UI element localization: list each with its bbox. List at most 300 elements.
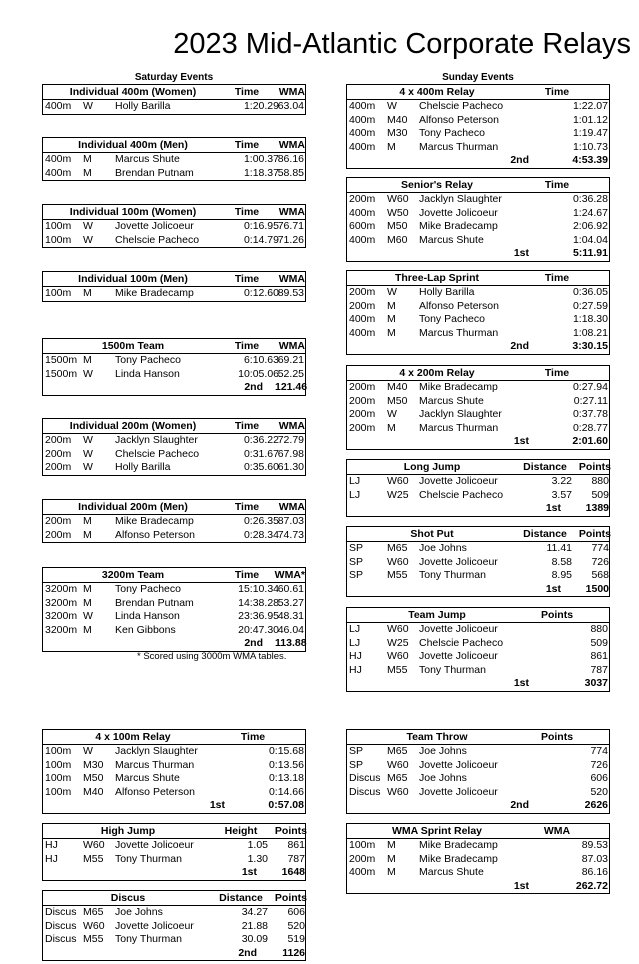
athlete-name: Alfonso Peterson <box>419 113 499 126</box>
event-name: Individual 200m (Women) <box>69 420 197 432</box>
event-distance: HJ <box>45 839 58 851</box>
column-header: Time <box>234 501 260 513</box>
event-distance: 200m <box>45 461 72 473</box>
total-value: 2626 <box>584 799 608 811</box>
athlete-name: Jovette Jolicoeur <box>419 206 498 219</box>
event-distance: 3200m <box>45 623 78 636</box>
table-row <box>43 624 305 638</box>
event-distance: 200m <box>349 394 376 407</box>
placement: 1st <box>545 502 561 514</box>
event-hj-table <box>42 823 306 881</box>
score-value: 787 <box>287 852 305 865</box>
athlete-name: Marcus Thurman <box>419 421 499 434</box>
table-row <box>43 461 305 475</box>
result-value: 0:36.22 <box>243 434 279 446</box>
score-value: 86.16 <box>277 153 304 165</box>
table-row <box>347 127 609 141</box>
result-value: 0:14.79 <box>243 233 279 246</box>
result-value: 1:10.73 <box>572 140 608 153</box>
result-value: 0:12.60 <box>243 287 279 299</box>
column-header: Distance <box>219 892 263 904</box>
score-value: 48.31 <box>277 610 304 622</box>
note-3000m-wma: * Scored using 3000m WMA tables. <box>137 651 287 662</box>
total-row <box>347 435 609 449</box>
event-distance: 100m <box>45 220 72 232</box>
table-row <box>347 408 609 422</box>
score-value: 63.04 <box>277 100 304 112</box>
table-row <box>43 234 305 248</box>
event-name: Individual 400m (Men) <box>78 139 188 151</box>
age-group: W <box>83 367 93 380</box>
total-value: 1648 <box>281 866 305 878</box>
result-value: 0:28.34 <box>243 528 279 541</box>
age-group: W <box>83 461 93 473</box>
score-value: 568 <box>591 569 609 581</box>
result-value: 23:36.95 <box>238 610 279 622</box>
score-value: 72.79 <box>277 434 304 446</box>
table-row <box>43 786 305 800</box>
age-group: M <box>83 623 92 636</box>
column-header: WMA <box>278 420 305 432</box>
event-distance: HJ <box>349 663 362 676</box>
column-header: Time <box>234 340 260 352</box>
age-group: M <box>83 354 92 366</box>
athlete-name: Tony Pacheco <box>419 313 485 325</box>
event-name: Long Jump <box>403 461 461 473</box>
total-value: 3037 <box>584 677 608 689</box>
event-distance: 400m <box>349 113 376 126</box>
athlete-name: Tony Thurman <box>115 933 182 945</box>
total-value: 1500 <box>585 582 609 595</box>
age-group: W <box>83 447 93 460</box>
table-row <box>347 786 609 800</box>
table-row <box>43 610 305 624</box>
table-row <box>347 623 609 637</box>
total-value: 3:30.15 <box>572 340 608 352</box>
column-header: Height <box>224 825 258 837</box>
age-group: W <box>387 286 397 298</box>
event-distance: Discus <box>349 772 381 784</box>
age-group: M <box>387 866 396 878</box>
column-header: WMA <box>278 501 305 513</box>
event-teamthrow-table <box>346 729 610 814</box>
placement: 1st <box>513 879 529 892</box>
age-group: W <box>387 100 397 112</box>
result-value: 89.53 <box>581 839 608 851</box>
age-group: M <box>387 839 396 851</box>
column-header: Time <box>234 273 260 285</box>
event-distance: 100m <box>45 785 72 798</box>
score-value: 520 <box>287 919 305 932</box>
placement: 2nd <box>510 340 529 352</box>
column-header: Distance <box>523 528 567 540</box>
table-row <box>43 448 305 462</box>
athlete-name: Joe Johns <box>419 745 467 757</box>
age-group: W60 <box>387 555 409 568</box>
score-value: 880 <box>591 475 609 487</box>
column-header: Time <box>240 731 266 743</box>
sunday-heading: Sunday Events <box>442 72 514 83</box>
athlete-name: Jovette Jolicoeur <box>419 555 498 568</box>
age-group: M30 <box>387 127 408 139</box>
event-r4x400-table <box>346 84 610 169</box>
event-distance: 400m <box>349 127 376 139</box>
result-value: 10:05.06 <box>238 367 279 380</box>
age-group: M65 <box>387 542 408 554</box>
table-row <box>347 381 609 395</box>
event-name: Discus <box>110 892 146 904</box>
result-value: 1.30 <box>247 852 268 865</box>
age-group: W60 <box>387 623 409 635</box>
total-value: 121.46 <box>275 381 308 393</box>
age-group: M <box>387 326 396 339</box>
score-value: 52.25 <box>277 367 304 380</box>
event-i400w-table <box>42 84 306 115</box>
table-row <box>43 853 305 867</box>
total-row <box>347 583 609 597</box>
event-distance: 400m <box>349 866 376 878</box>
age-group: M <box>387 313 396 325</box>
score-value: 60.61 <box>277 583 304 595</box>
event-header <box>347 460 609 475</box>
event-header <box>43 824 305 839</box>
event-name: 4 x 100m Relay <box>95 731 171 743</box>
result-value: 606 <box>590 772 608 784</box>
event-teamjump-table <box>346 607 610 692</box>
age-group: W <box>83 100 93 112</box>
event-distance: SP <box>349 542 364 554</box>
age-group: M50 <box>83 772 104 784</box>
result-value: 0:31.67 <box>243 447 279 460</box>
event-name: Individual 400m (Women) <box>69 86 197 98</box>
total-value: 0:57.08 <box>268 799 304 811</box>
table-row <box>347 637 609 651</box>
table-row <box>347 853 609 867</box>
event-name: 1500m Team <box>101 340 165 352</box>
placement: 2nd <box>244 637 263 649</box>
result-value: 0:27.94 <box>572 381 608 393</box>
age-group: W25 <box>387 488 409 501</box>
event-distance: 100m <box>45 287 72 299</box>
event-distance: Discus <box>349 785 381 798</box>
column-header: Time <box>544 179 570 191</box>
event-header <box>347 271 609 286</box>
age-group: W50 <box>387 206 409 219</box>
athlete-name: Chelscie Pacheco <box>115 233 200 246</box>
event-distance: LJ <box>349 475 361 487</box>
athlete-name: Alfonso Peterson <box>115 785 195 798</box>
total-row <box>347 502 609 516</box>
event-distance: 400m <box>45 100 72 112</box>
age-group: M65 <box>387 772 408 784</box>
total-row <box>347 340 609 354</box>
event-distance: LJ <box>349 488 361 501</box>
result-value: 34.27 <box>241 906 268 918</box>
column-header: Points <box>578 528 611 540</box>
event-senior-table <box>346 177 610 262</box>
result-value: 1:01.12 <box>572 113 608 126</box>
result-value: 0:37.78 <box>572 408 608 420</box>
column-header: Points <box>274 892 307 904</box>
age-group: W60 <box>83 839 105 851</box>
event-name: Individual 100m (Women) <box>69 206 197 218</box>
total-row <box>43 381 308 395</box>
table-row <box>43 839 305 853</box>
placement: 1st <box>513 247 529 259</box>
total-value: 113.88 <box>275 637 307 649</box>
age-group: W <box>83 434 93 446</box>
table-row <box>347 100 609 114</box>
score-value: 67.98 <box>277 447 304 460</box>
athlete-name: Holly Barilla <box>419 286 475 298</box>
score-value: 53.27 <box>277 596 304 609</box>
result-value: 0:13.56 <box>268 758 304 771</box>
age-group: M <box>83 166 92 179</box>
event-header <box>43 339 305 354</box>
event-distance: 200m <box>45 515 72 527</box>
table-row <box>43 920 305 934</box>
table-row <box>347 141 609 155</box>
athlete-name: Jovette Jolicoeur <box>419 758 498 771</box>
column-header: Time <box>544 367 570 379</box>
table-row <box>347 772 609 786</box>
event-header <box>43 891 305 906</box>
event-header <box>347 608 609 623</box>
athlete-name: Mike Bradecamp <box>419 852 498 865</box>
athlete-name: Marcus Shute <box>115 772 180 784</box>
table-row <box>347 759 609 773</box>
table-row <box>347 650 609 664</box>
event-distance: Discus <box>45 919 77 932</box>
table-row <box>43 368 305 382</box>
athlete-name: Mike Bradecamp <box>115 287 194 299</box>
score-value: 71.26 <box>277 233 304 246</box>
table-row <box>43 100 305 114</box>
event-distance: 200m <box>45 447 72 460</box>
total-row <box>43 866 305 880</box>
event-distance: 100m <box>45 233 72 246</box>
event-distance: 400m <box>349 326 376 339</box>
age-group: W <box>83 220 93 232</box>
placement: 1st <box>545 582 561 595</box>
age-group: M40 <box>387 113 408 126</box>
athlete-name: Jacklyn Slaughter <box>115 434 198 446</box>
table-row <box>347 475 609 489</box>
athlete-name: Jacklyn Slaughter <box>115 745 198 757</box>
athlete-name: Holly Barilla <box>115 461 171 473</box>
total-value: 262.72 <box>575 879 608 892</box>
athlete-name: Brendan Putnam <box>115 596 194 609</box>
page-title: 2023 Mid-Atlantic Corporate Relays <box>173 28 631 60</box>
table-row <box>43 220 305 234</box>
total-value: 2:01.60 <box>572 435 608 447</box>
table-row <box>347 542 609 556</box>
event-header <box>43 138 305 153</box>
total-value: 1126 <box>282 946 305 959</box>
table-row <box>43 772 305 786</box>
age-group: M <box>83 515 92 527</box>
event-distance: 400m <box>45 166 72 179</box>
event-header <box>347 527 609 542</box>
athlete-name: Marcus Shute <box>419 233 484 246</box>
table-row <box>347 313 609 327</box>
column-header: WMA <box>278 206 305 218</box>
athlete-name: Linda Hanson <box>115 367 180 380</box>
event-distance: 400m <box>349 206 376 219</box>
result-value: 3.57 <box>551 488 572 501</box>
table-row <box>347 395 609 409</box>
athlete-name: Marcus Thurman <box>115 758 195 771</box>
age-group: M <box>387 852 396 865</box>
table-row <box>347 114 609 128</box>
event-distance: 200m <box>349 286 376 298</box>
event-name: Team Throw <box>406 731 468 743</box>
athlete-name: Joe Johns <box>419 542 467 554</box>
table-row <box>347 286 609 300</box>
table-row <box>347 866 609 880</box>
result-value: 21.88 <box>241 919 268 932</box>
athlete-name: Tony Thurman <box>419 569 486 581</box>
athlete-name: Chelscie Pacheco <box>419 488 504 501</box>
event-header <box>43 419 305 434</box>
athlete-name: Jovette Jolicoeur <box>115 220 194 232</box>
event-lj-table <box>346 459 610 517</box>
athlete-name: Alfonso Peterson <box>115 528 195 541</box>
event-sp-table <box>346 526 610 597</box>
result-value: 11.41 <box>546 542 572 554</box>
age-group: M <box>83 287 92 299</box>
table-row <box>43 529 305 543</box>
table-row <box>43 906 305 920</box>
column-header: Time <box>234 139 260 151</box>
athlete-name: Mike Bradecamp <box>115 515 194 527</box>
athlete-name: Marcus Thurman <box>419 326 499 339</box>
age-group: W60 <box>387 193 409 205</box>
score-value: 87.03 <box>277 515 304 527</box>
event-header <box>347 85 609 100</box>
total-row <box>347 247 609 261</box>
event-distance: SP <box>349 745 364 757</box>
result-value: 1:19.47 <box>572 127 608 139</box>
table-row <box>43 515 305 529</box>
result-value: 774 <box>590 745 608 757</box>
event-name: Individual 200m (Men) <box>78 501 188 513</box>
athlete-name: Holly Barilla <box>115 100 171 112</box>
result-value: 520 <box>590 785 608 798</box>
event-header <box>43 85 305 100</box>
athlete-name: Jovette Jolicoeur <box>419 650 498 662</box>
column-header: Time <box>544 86 570 98</box>
column-header: Points <box>540 731 574 743</box>
event-distance: LJ <box>349 623 361 635</box>
athlete-name: Tony Pacheco <box>419 127 485 139</box>
column-header: Time <box>544 272 570 284</box>
placement: 2nd <box>238 946 257 959</box>
total-row <box>347 799 609 813</box>
event-distance: 200m <box>349 193 376 205</box>
score-value: 76.71 <box>277 220 304 232</box>
result-value: 30.09 <box>241 933 268 945</box>
athlete-name: Jovette Jolicoeur <box>419 623 498 635</box>
placement: 1st <box>513 435 529 447</box>
result-value: 3.22 <box>551 475 572 487</box>
event-distance: 400m <box>349 100 376 112</box>
table-row <box>43 745 305 759</box>
event-distance: 400m <box>45 153 72 165</box>
result-value: 726 <box>590 758 608 771</box>
event-distance: 200m <box>45 528 72 541</box>
age-group: M65 <box>83 906 104 918</box>
result-value: 0:36.28 <box>572 193 608 205</box>
event-distance: 400m <box>349 313 376 325</box>
table-row <box>43 287 305 301</box>
score-value: 509 <box>591 488 609 501</box>
event-i200m-table <box>42 499 306 543</box>
event-distance: 1500m <box>45 354 78 366</box>
age-group: W60 <box>387 758 409 771</box>
result-value: 1:18.37 <box>243 166 279 179</box>
age-group: M <box>387 140 396 153</box>
result-value: 0:13.18 <box>268 772 304 784</box>
event-distance: 1500m <box>45 367 78 380</box>
event-distance: 200m <box>45 434 72 446</box>
table-row <box>347 569 609 583</box>
athlete-name: Jovette Jolicoeur <box>115 919 194 932</box>
total-row <box>347 677 609 691</box>
age-group: W <box>387 408 397 420</box>
age-group: W60 <box>387 650 409 662</box>
result-value: 0:16.95 <box>243 220 279 232</box>
table-row <box>347 220 609 234</box>
table-row <box>347 839 609 853</box>
event-distance: 3200m <box>45 610 78 622</box>
event-distance: 3200m <box>45 596 78 609</box>
placement: 2nd <box>510 799 529 811</box>
column-header: Time <box>234 86 260 98</box>
result-value: 0:28.77 <box>572 421 608 434</box>
age-group: M55 <box>387 663 408 676</box>
total-row <box>43 637 305 651</box>
event-distance: SP <box>349 569 364 581</box>
table-row <box>43 354 305 368</box>
table-row <box>347 745 609 759</box>
column-header: Time <box>234 569 260 581</box>
athlete-name: Chelscie Pacheco <box>419 100 504 112</box>
event-distance: 400m <box>349 140 376 153</box>
column-header: Time <box>234 420 260 432</box>
event-distance: HJ <box>349 650 362 662</box>
result-value: 86.16 <box>581 866 608 878</box>
event-name: 3200m Team <box>101 569 165 581</box>
placement: 2nd <box>510 154 529 166</box>
event-distance: 400m <box>349 233 376 246</box>
event-name: 4 x 400m Relay <box>399 86 475 98</box>
result-value: 861 <box>590 650 608 662</box>
athlete-name: Jovette Jolicoeur <box>115 839 194 851</box>
athlete-name: Marcus Thurman <box>419 140 499 153</box>
column-header: WMA <box>278 273 305 285</box>
result-value: 20:47.30 <box>238 623 279 636</box>
event-discus-table <box>42 890 306 961</box>
column-header: Points <box>578 461 611 473</box>
table-row <box>347 234 609 248</box>
age-group: M <box>387 299 396 312</box>
event-name: Shot Put <box>410 528 454 540</box>
event-r4x100-table <box>42 729 306 814</box>
result-value: 0:14.66 <box>268 785 304 798</box>
table-row <box>347 327 609 341</box>
athlete-name: Jovette Jolicoeur <box>419 785 498 798</box>
